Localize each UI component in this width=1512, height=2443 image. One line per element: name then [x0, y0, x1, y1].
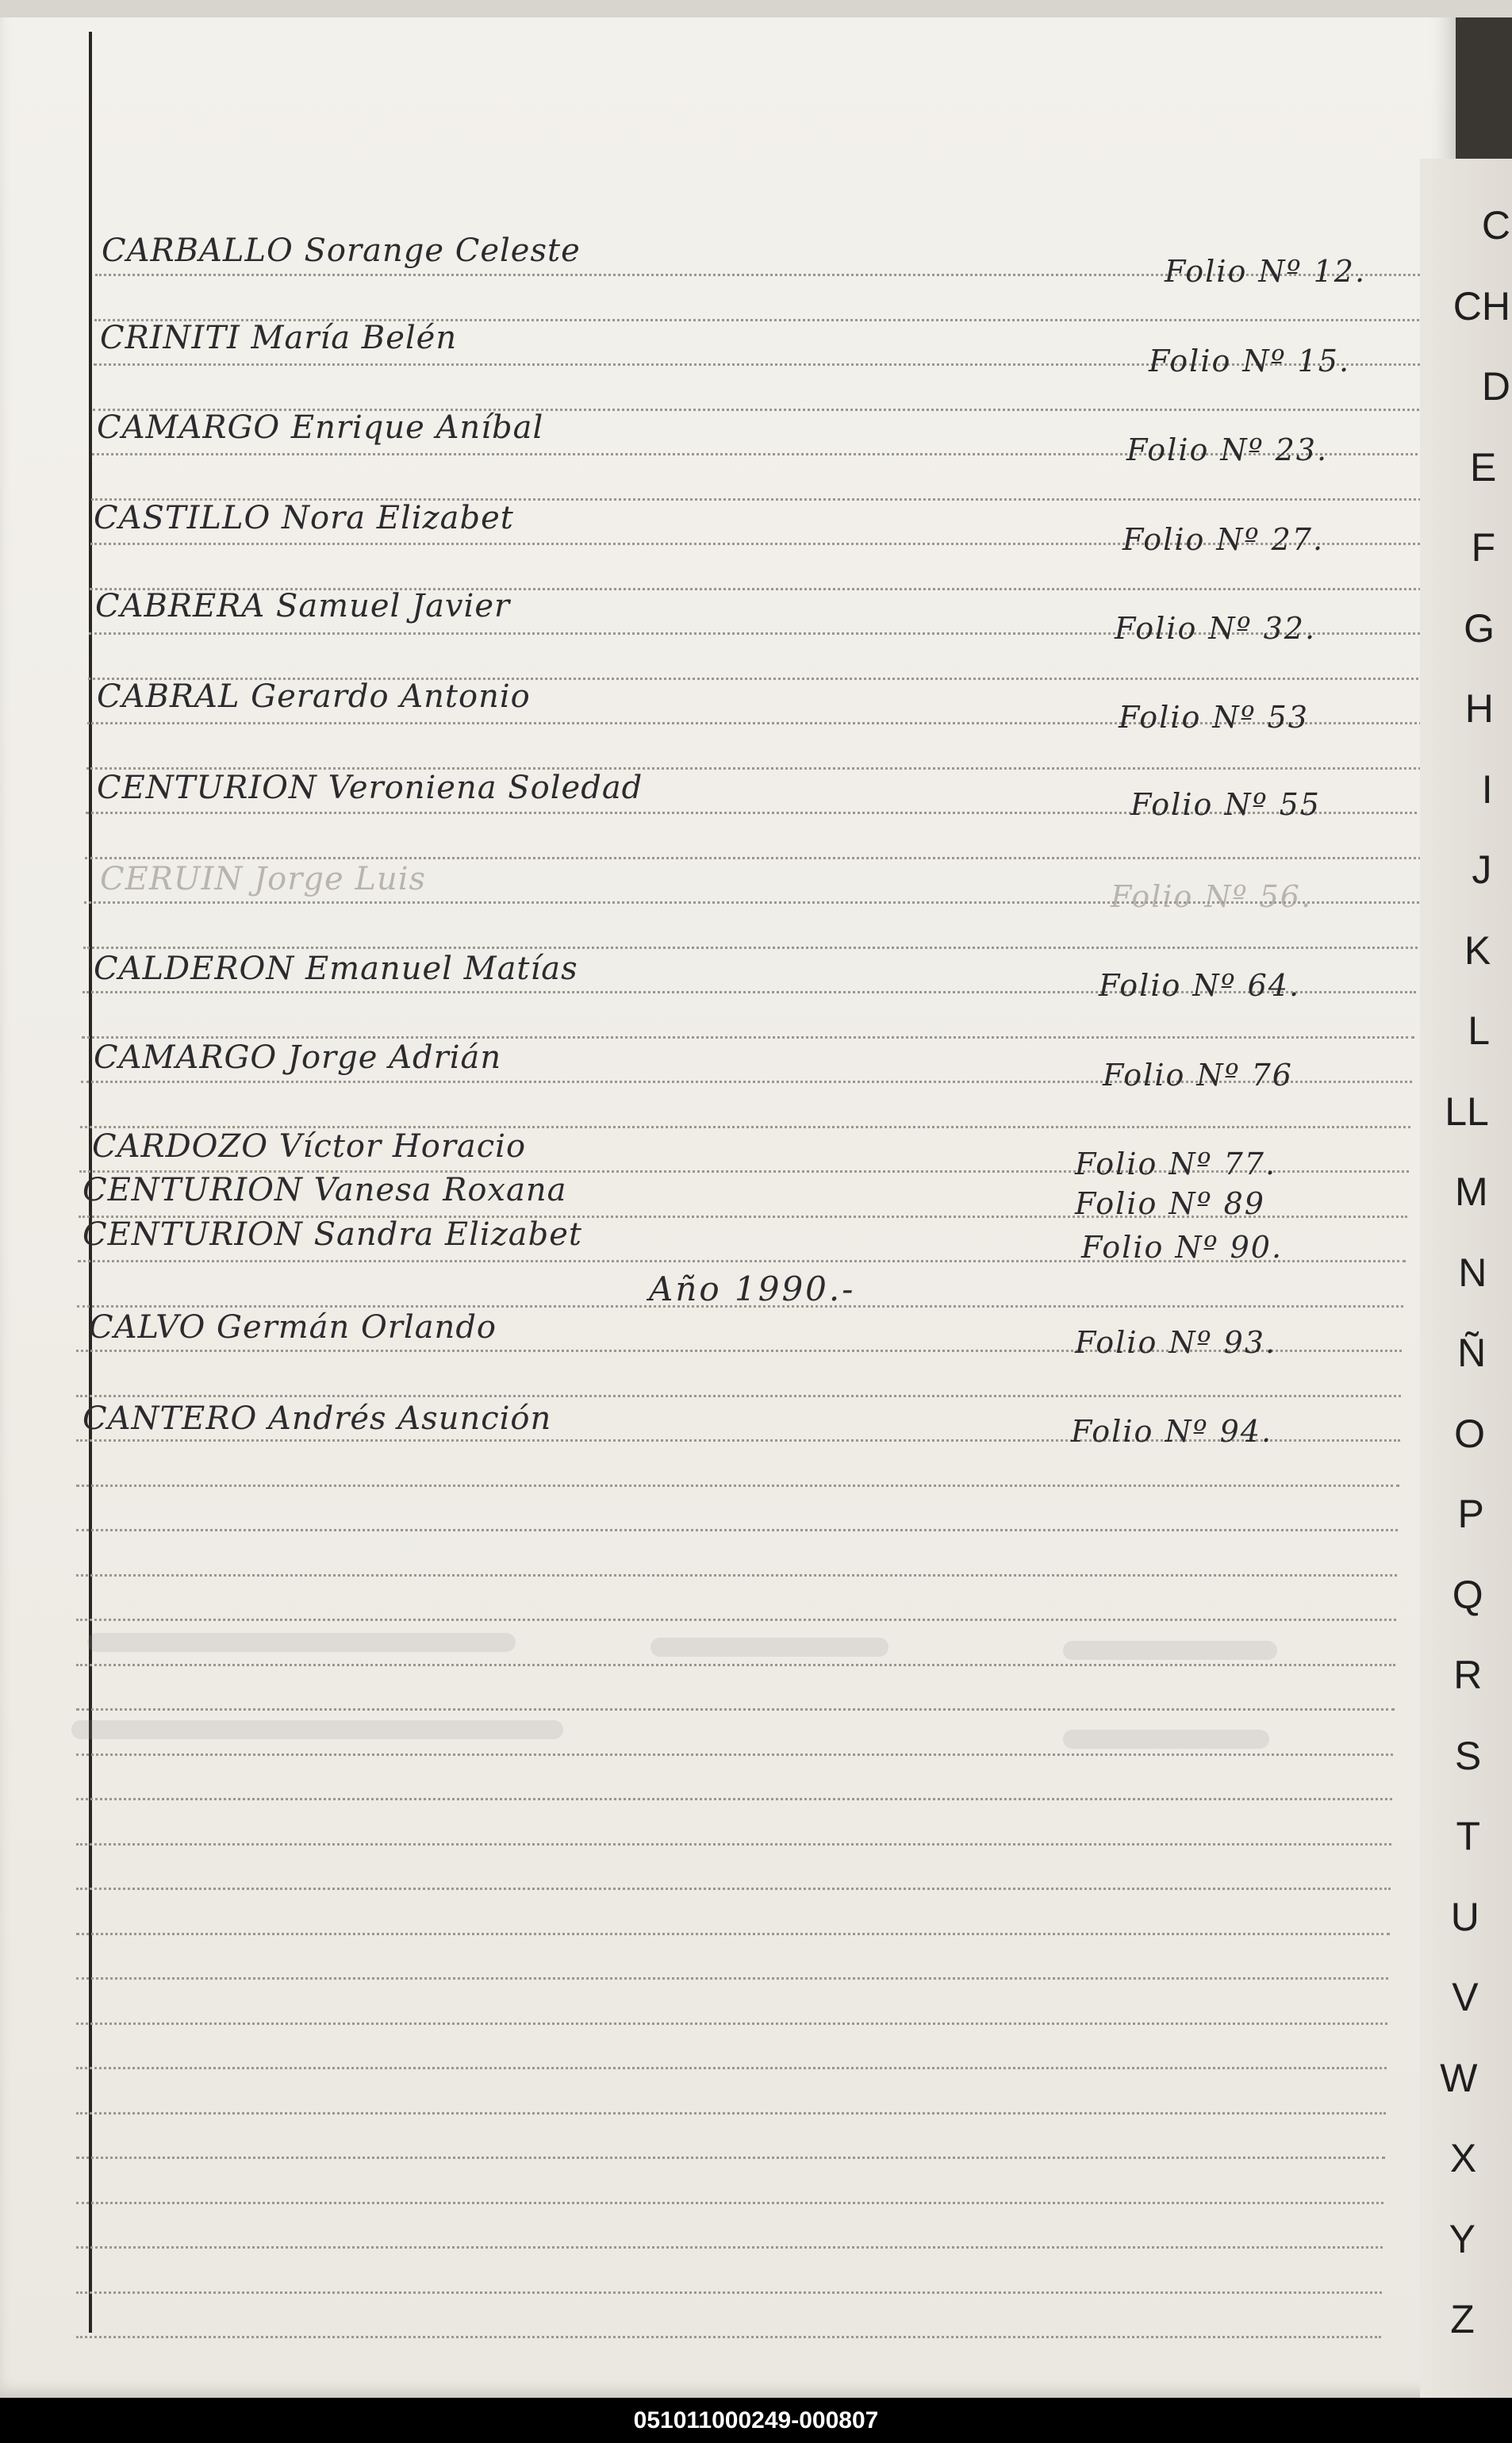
ruled-line	[82, 1036, 1414, 1039]
index-tab-letter[interactable]: Ñ	[1457, 1331, 1487, 1375]
document-id: 051011000249-000807	[633, 2407, 879, 2433]
entry-name: CERUIN Jorge Luis	[100, 861, 427, 897]
ruled-line	[76, 2202, 1383, 2204]
index-tab-letter[interactable]: CH	[1453, 284, 1510, 328]
entry-folio: Folio Nº 12.	[1165, 254, 1367, 289]
erased-entry-1-middle	[650, 1638, 888, 1657]
entry-folio: Folio Nº 77.	[1075, 1147, 1277, 1181]
entry-folio: Folio Nº 76	[1103, 1058, 1293, 1093]
index-tab-letter[interactable]: X	[1449, 2136, 1477, 2180]
ruled-line	[76, 2336, 1381, 2338]
entry-name: CARDOZO Víctor Horacio	[92, 1128, 527, 1165]
ruled-line	[76, 1395, 1401, 1397]
entry-name: CALVO Germán Orlando	[89, 1309, 497, 1346]
entry-name: CABRAL Gerardo Antonio	[97, 678, 531, 715]
entry-folio: Folio Nº 55	[1130, 787, 1321, 822]
entry-folio: Folio Nº 53	[1119, 700, 1309, 735]
ruled-line	[76, 2067, 1387, 2069]
entry-name: CABRERA Samuel Javier	[95, 588, 511, 624]
index-tab-letter[interactable]: G	[1464, 606, 1495, 651]
ruled-line	[85, 857, 1421, 859]
index-tab-letter[interactable]: R	[1453, 1653, 1483, 1697]
ruled-line	[76, 1708, 1395, 1711]
entry-name: CASTILLO Nora Elizabet	[94, 500, 514, 536]
erased-entry-1-folio	[1063, 1641, 1277, 1660]
entry-name: CALDERON Emanuel Matías	[94, 951, 578, 987]
index-tab-letter[interactable]: Y	[1449, 2217, 1476, 2261]
index-tab-letter[interactable]: K	[1464, 928, 1491, 973]
index-tab-letter[interactable]: P	[1457, 1492, 1484, 1536]
ruled-line	[76, 2112, 1386, 2115]
ruled-line	[76, 1619, 1396, 1621]
index-tab-letter[interactable]: W	[1440, 2056, 1478, 2100]
entry-folio: Folio Nº 27.	[1122, 522, 1325, 557]
entry-name: CENTURION Sandra Elizabet	[83, 1216, 582, 1253]
entry-name: CENTURION Vanesa Roxana	[83, 1172, 567, 1208]
ruled-line	[76, 1933, 1390, 1935]
ruled-line	[76, 1485, 1399, 1487]
ruled-line	[76, 1664, 1395, 1666]
erased-entry-1	[87, 1633, 516, 1652]
entry-folio: Folio Nº 32.	[1115, 611, 1317, 646]
entry-folio: Folio Nº 90.	[1081, 1230, 1284, 1265]
ruled-line	[76, 1798, 1392, 1800]
index-tab-letter[interactable]: LL	[1445, 1089, 1489, 1134]
ruled-line	[76, 2291, 1382, 2294]
entry-name: CARBALLO Sorange Celeste	[102, 232, 581, 269]
index-tab-letter[interactable]: U	[1450, 1895, 1479, 1939]
ruled-line	[76, 1529, 1398, 1531]
ruled-line	[76, 1888, 1391, 1890]
index-tab-letter[interactable]: T	[1456, 1814, 1480, 1858]
page-top-edge	[0, 0, 1512, 17]
index-tab-letter[interactable]: Z	[1450, 2297, 1475, 2341]
ruled-line	[76, 2246, 1383, 2249]
ruled-line	[76, 1843, 1391, 1846]
ruled-line	[76, 1574, 1397, 1577]
erased-entry-2-folio	[1063, 1730, 1269, 1749]
entry-folio: Folio Nº 64.	[1099, 968, 1301, 1003]
index-tab-letter[interactable]: E	[1470, 445, 1497, 490]
ruled-line	[83, 947, 1418, 949]
index-tab-letter[interactable]: V	[1452, 1975, 1479, 2019]
index-tab-letter[interactable]: F	[1471, 525, 1496, 570]
entry-name: CAMARGO Jorge Adrián	[94, 1039, 502, 1076]
entry-folio: Folio Nº 23.	[1126, 432, 1329, 467]
index-tab-letter[interactable]: N	[1458, 1250, 1487, 1295]
index-tab-letter[interactable]: D	[1481, 364, 1510, 409]
entry-folio: Folio Nº 56.	[1111, 879, 1313, 914]
index-tab-letter[interactable]: C	[1481, 203, 1510, 248]
ruled-line	[76, 1754, 1393, 1756]
entry-name: CRINITI María Belén	[100, 320, 458, 356]
index-tab-letter[interactable]: I	[1481, 767, 1493, 812]
entry-name: CENTURION Veroniena Soledad	[97, 770, 643, 806]
entry-name: CAMARGO Enrique Aníbal	[97, 409, 544, 446]
ruled-line	[76, 2157, 1385, 2159]
index-tab-letter[interactable]: Q	[1452, 1573, 1483, 1617]
entry-folio: Folio Nº 89	[1075, 1186, 1265, 1221]
index-tab-letter[interactable]: S	[1454, 1734, 1482, 1778]
index-tab-letter[interactable]: O	[1454, 1412, 1485, 1456]
entry-folio: Folio Nº 15.	[1149, 344, 1351, 378]
erased-entry-2	[71, 1720, 563, 1739]
index-tab-letter[interactable]: H	[1464, 686, 1494, 731]
ruled-line	[76, 2022, 1387, 2025]
entry-folio: Folio Nº 93.	[1075, 1325, 1277, 1360]
entry-name: CANTERO Andrés Asunción	[83, 1400, 552, 1437]
entry-folio: Folio Nº 94.	[1071, 1414, 1273, 1449]
year-note: Año 1990.-	[649, 1270, 856, 1308]
index-tab-letter[interactable]: M	[1454, 1170, 1488, 1214]
index-tab-letter[interactable]: L	[1468, 1008, 1490, 1053]
ruled-line	[76, 1977, 1388, 1980]
index-tab-letter[interactable]: J	[1472, 847, 1492, 892]
